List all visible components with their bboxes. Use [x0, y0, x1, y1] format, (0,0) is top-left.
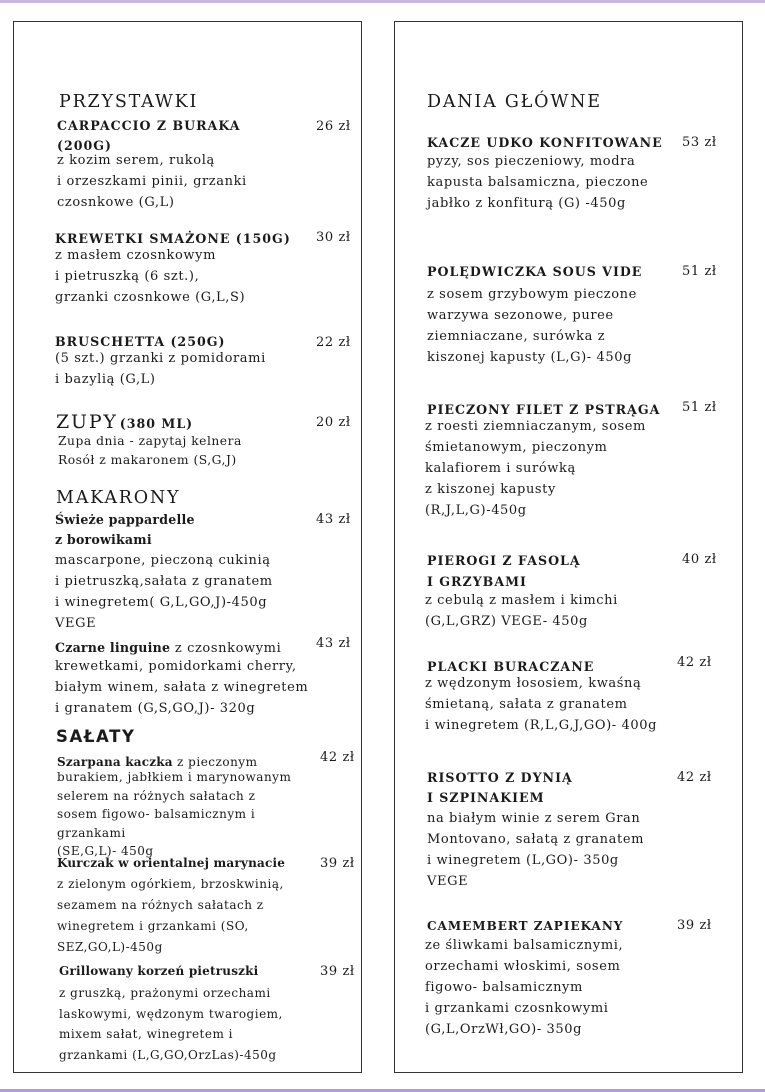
menu-item-desc: na białym winie z serem Gran Montovano, sałatą z granatem i winegretem (L,GO)- 350g VEGE — [427, 811, 645, 889]
menu-item-desc: z wędzonym łososiem, kwaśną śmietaną, sałata z granatem i winegretem (R,L,G,J,GO)- 400g — [425, 676, 658, 733]
menu-item-desc: mascarpone, pieczoną cukinią i pietruszką,sałata z granatem i winegretem( G,L,GO,J)-450g VEGE — [55, 553, 273, 631]
menu-item-desc: z masłem czosnkowym i pietruszką (6 szt.), grzanki czosnkowe (G,L,S) — [55, 248, 246, 305]
menu-item-name: KACZE UDKO KONFITOWANE — [427, 135, 663, 150]
menu-item-weight: (200G) — [57, 138, 112, 153]
section-heading-dania-glowne: DANIA GŁÓWNE — [427, 92, 602, 112]
section-heading-zupy: ZUPY (380 ML) — [56, 411, 194, 433]
menu-column-left — [13, 21, 362, 1073]
menu-item-price: 42 zł — [677, 770, 712, 785]
menu-item-name: PIEROGI Z FASOLĄ I GRZYBAMI — [427, 553, 581, 589]
menu-item-name: PIECZONY FILET Z PSTRĄGA — [427, 402, 661, 417]
menu-item-name: Grillowany korzeń pietruszki — [59, 964, 259, 978]
section-heading-makarony: MAKARONY — [56, 488, 181, 508]
menu-item-price: 20 zł — [316, 415, 351, 430]
menu-item-desc: burakiem, jabłkiem i marynowanym selerem na różnych sałatach z sosem figowo- balsamicznym i grzankami (SE,G,L)- 450g — [57, 770, 292, 859]
menu-item-price: 26 zł — [316, 119, 351, 134]
menu-item-desc: krewetkami, pomidorkami cherry, białym winem, sałata z winegretem i granatem (G,S,GO,J)- 320g — [55, 659, 309, 716]
menu-item-name: Kurczak w orientalnej marynacie — [57, 856, 286, 870]
menu-item-price: 42 zł — [677, 655, 712, 670]
menu-item-price: 43 zł — [316, 636, 351, 651]
menu-item-name: RISOTTO Z DYNIĄ I SZPINAKIEM — [427, 770, 573, 805]
menu-item-desc: z cebulą z masłem i kimchi (G,L,GRZ) VEGE- 450g — [425, 593, 618, 629]
menu-item-name: CAMEMBERT ZAPIEKANY — [427, 919, 624, 933]
section-heading-salaty: SAŁATY — [56, 727, 136, 746]
menu-item-price: 53 zł — [682, 135, 717, 150]
top-border — [0, 0, 765, 3]
menu-item-price: 51 zł — [682, 264, 717, 279]
menu-item-name: POLĘDWICZKA SOUS VIDE — [427, 264, 643, 279]
section-heading-przystawki: PRZYSTAWKI — [59, 92, 199, 112]
menu-item-name: Szarpana kaczka z pieczonym — [57, 755, 258, 769]
menu-item-name: CARPACCIO Z BURAKA — [57, 118, 241, 133]
menu-item-price: 39 zł — [320, 964, 355, 979]
menu-item-name: Czarne linguine z czosnkowymi — [55, 640, 282, 656]
menu-item-name: BRUSCHETTA (250G) — [55, 334, 226, 349]
menu-item-desc: z sosem grzybowym pieczone warzywa sezonowe, puree ziemniaczane, surówka z kiszonej kapusty (L,G)- 450g — [427, 287, 637, 365]
menu-column-right — [394, 21, 743, 1073]
menu-item-desc: z roesti ziemniaczanym, sosem śmietanowym, pieczonym kalafiorem i surówką z kiszonej kapusty (R,J,L,G)-450g — [425, 419, 646, 518]
menu-item-price: 42 zł — [320, 750, 355, 765]
menu-item-desc: (5 szt.) grzanki z pomidorami i bazylią (G,L) — [55, 351, 266, 387]
menu-item-price: 43 zł — [316, 512, 351, 527]
menu-item-price: 51 zł — [682, 400, 717, 415]
menu-item-desc: z zielonym ogórkiem, brzoskwinią, sezamem na różnych sałatach z winegretem i grzankami (SO, SEZ,GO,L)-450g — [57, 877, 284, 954]
menu-item-price: 30 zł — [316, 230, 351, 245]
menu-item-name: PLACKI BURACZANE — [427, 659, 595, 674]
menu-item-name: KREWETKI SMAŻONE (150G) — [55, 231, 291, 246]
menu-item-desc: z gruszką, prażonymi orzechami laskowymi, wędzonym twarogiem, mixem sałat, winegretem i grzankami (L,G,GO,OrzLas)-450g — [59, 986, 283, 1062]
menu-item-price: 22 zł — [316, 335, 351, 350]
menu-item-desc: z kozim serem, rukolą i orzeszkami pinii, grzanki czosnkowe (G,L) — [57, 153, 247, 210]
menu-item-desc: Zupa dnia - zapytaj kelnera Rosół z makaronem (S,G,J) — [58, 434, 242, 468]
menu-item-price: 40 zł — [682, 552, 717, 567]
menu-item-desc: ze śliwkami balsamicznymi, orzechami włoskimi, sosem figowo- balsamicznym i grzankami czosnkowymi (G,L,OrzWł,GO)- 350g — [425, 938, 624, 1037]
menu-item-desc: pyzy, sos pieczeniowy, modra kapusta balsamiczna, pieczone jabłko z konfiturą (G) -450g — [427, 154, 649, 211]
menu-item-price: 39 zł — [677, 918, 712, 933]
menu-item-name: Świeże pappardelle z borowikami — [55, 512, 195, 547]
menu-item-price: 39 zł — [320, 856, 355, 871]
